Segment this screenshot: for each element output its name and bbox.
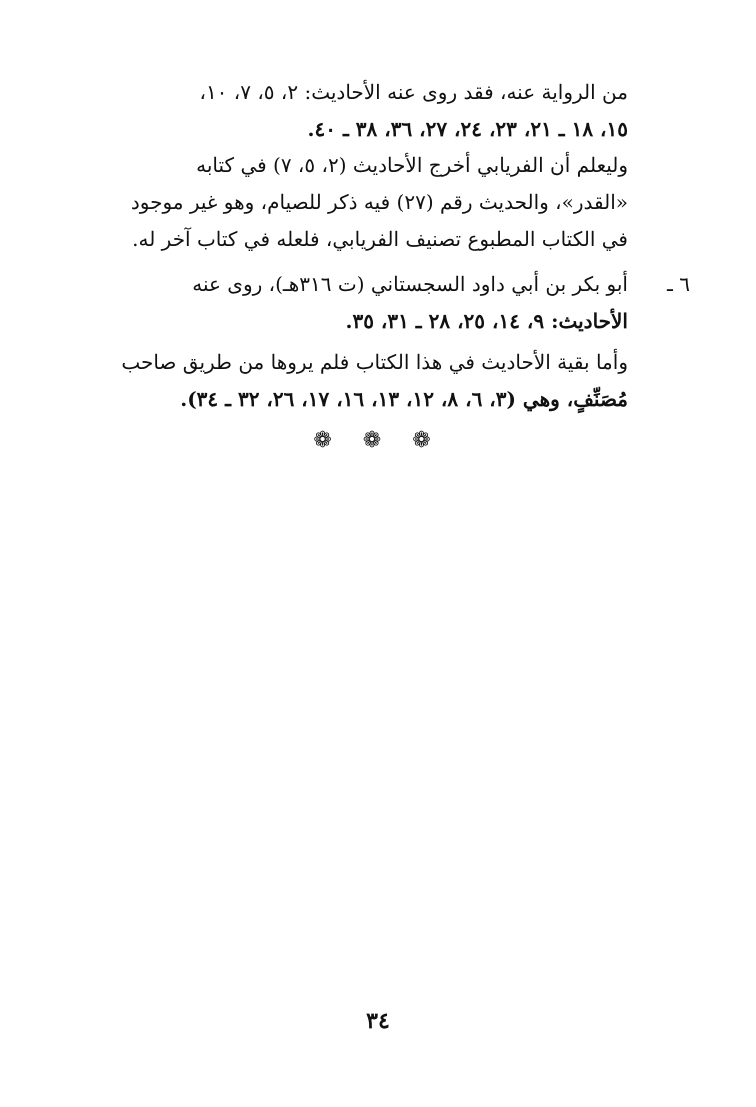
text-line: أبو بكر بن أبي داود السجستاني (ت ٣١٦هـ)، روى عنه xyxy=(192,272,628,296)
text-line: من الرواية عنه، فقد روى عنه الأحاديث: ٢، ٥، ٧، ١٠، xyxy=(199,80,628,104)
list-item-number: ٦ ـ xyxy=(667,272,690,296)
section-separator: ❁ ❁ ❁ xyxy=(313,428,443,453)
text-line: في الكتاب المطبوع تصنيف الفريابي، فلعله في كتاب آخر له. xyxy=(132,227,628,251)
text-line: وأما بقية الأحاديث في هذا الكتاب فلم يروها من طريق صاحب xyxy=(121,350,628,374)
page-number: ٣٤ xyxy=(366,1008,390,1034)
text-line: مُصَنِّفٍ، وهي (٣، ٦، ٨، ١٢، ١٣، ١٦، ١٧، ٢٦، ٣٢ ـ ٣٤). xyxy=(180,387,628,411)
paragraph-faryabi-note xyxy=(108,147,628,258)
list-item-body xyxy=(88,266,628,340)
list-item-6 xyxy=(88,266,690,340)
text-line: وليعلم أن الفريابي أخرج الأحاديث (٢، ٥، ٧) في كتابه xyxy=(196,153,628,177)
text-line: «القدر»، والحديث رقم (٢٧) فيه ذكر للصيام، وهو غير موجود xyxy=(130,190,628,214)
text-line: ١٥، ١٨ ـ ٢١، ٢٣، ٢٤، ٢٧، ٣٦، ٣٨ ـ ٤٠. xyxy=(307,117,628,141)
text-line: الأحاديث: ٩، ١٤، ٢٥، ٢٨ ـ ٣١، ٣٥. xyxy=(345,309,628,333)
paragraph-narrations xyxy=(108,74,628,148)
paragraph-remaining-hadiths xyxy=(108,344,628,418)
